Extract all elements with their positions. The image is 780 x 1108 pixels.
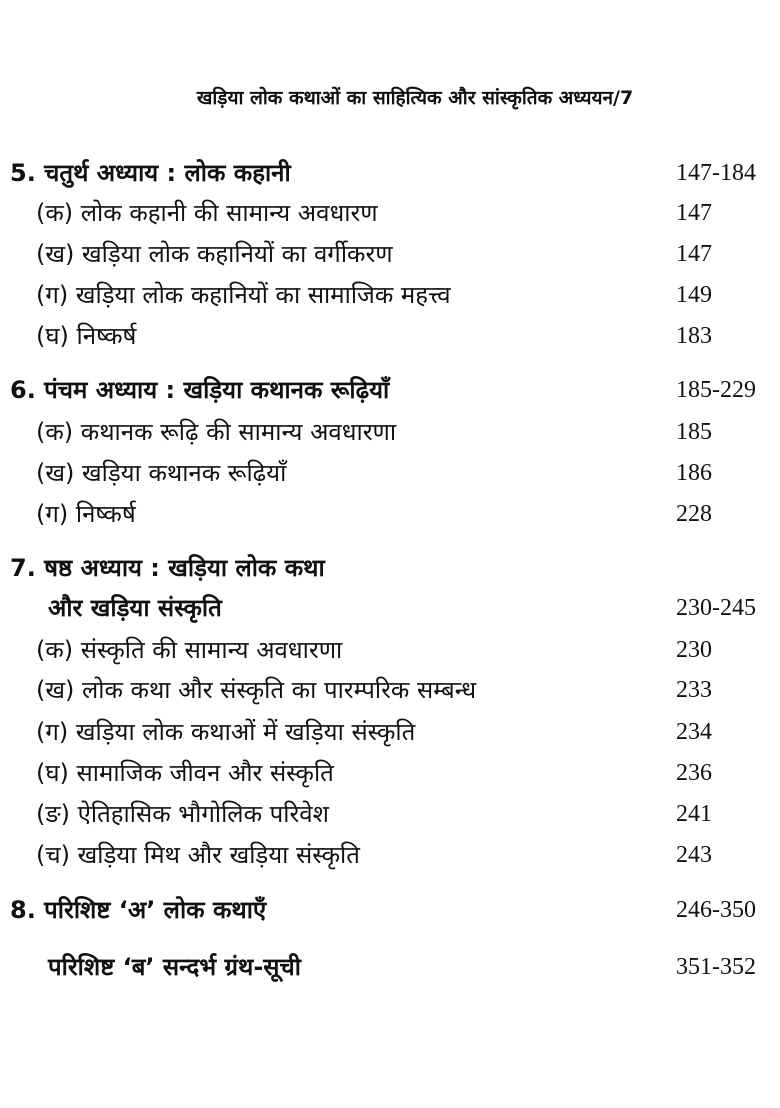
entry-title: (क) संस्कृति की सामान्य अवधारणा bbox=[36, 636, 343, 664]
page-number: 230 bbox=[676, 637, 712, 663]
page-number: 185 bbox=[676, 419, 712, 445]
page-number: 236 bbox=[676, 760, 712, 786]
entry-title: (ग) खड़िया लोक कथाओं में खड़िया संस्कृति bbox=[36, 718, 416, 746]
toc-subentry bbox=[0, 755, 780, 791]
toc-subentry bbox=[0, 455, 780, 491]
toc-chapter-entry bbox=[0, 590, 780, 626]
toc-chapter-entry bbox=[0, 892, 780, 928]
entry-title: परिशिष्ट ‘ब’ सन्दर्भ ग्रंथ-सूची bbox=[48, 953, 301, 981]
entry-title: (घ) सामाजिक जीवन और संस्कृति bbox=[36, 759, 334, 787]
page-number: 149 bbox=[676, 282, 712, 308]
entry-title: 6. पंचम अध्याय : खड़िया कथानक रूढ़ियाँ bbox=[10, 376, 390, 404]
page-number: 234 bbox=[676, 719, 712, 745]
toc-subentry bbox=[0, 796, 780, 832]
toc-subentry bbox=[0, 414, 780, 450]
entry-title: 8. परिशिष्ट ‘अ’ लोक कथाएँ bbox=[10, 896, 267, 924]
toc-subentry bbox=[0, 837, 780, 873]
toc-chapter-entry bbox=[0, 550, 780, 586]
entry-title: (ख) खड़िया कथानक रूढ़ियाँ bbox=[36, 459, 287, 487]
page-number: 186 bbox=[676, 460, 712, 486]
toc-subentry bbox=[0, 236, 780, 272]
entry-title: और खड़िया संस्कृति bbox=[48, 594, 222, 622]
page-number: 241 bbox=[676, 801, 712, 827]
entry-title: (च) खड़िया मिथ और खड़िया संस्कृति bbox=[36, 841, 360, 869]
page-number: 246-350 bbox=[676, 897, 756, 923]
page-number: 147-184 bbox=[676, 160, 756, 186]
toc-subentry bbox=[0, 318, 780, 354]
toc-subentry bbox=[0, 496, 780, 532]
entry-title: 5. चतुर्थ अध्याय : लोक कहानी bbox=[10, 159, 291, 187]
toc-subentry bbox=[0, 632, 780, 668]
entry-title: (ख) खड़िया लोक कहानियों का वर्गीकरण bbox=[36, 240, 393, 268]
toc-chapter-entry bbox=[0, 372, 780, 408]
entry-title: (ग) निष्कर्ष bbox=[36, 500, 136, 528]
toc-subentry bbox=[0, 672, 780, 708]
page-number: 228 bbox=[676, 501, 712, 527]
entry-title: (घ) निष्कर्ष bbox=[36, 322, 137, 350]
entry-title: (क) लोक कहानी की सामान्य अवधारण bbox=[36, 199, 378, 227]
entry-title: (ख) लोक कथा और संस्कृति का पारम्परिक सम्बन्ध bbox=[36, 676, 477, 704]
page-number: 243 bbox=[676, 842, 712, 868]
toc-chapter-entry bbox=[0, 949, 780, 985]
running-header: खड़िया लोक कथाओं का साहित्यिक और सांस्कृतिक अध्ययन/7 bbox=[196, 87, 634, 109]
toc-subentry bbox=[0, 277, 780, 313]
entry-title: (क) कथानक रूढ़ि की सामान्य अवधारणा bbox=[36, 418, 397, 446]
toc-subentry bbox=[0, 195, 780, 231]
entry-title: 7. षष्ठ अध्याय : खड़िया लोक कथा bbox=[10, 554, 325, 582]
page-number: 147 bbox=[676, 241, 712, 267]
page-number: 185-229 bbox=[676, 377, 756, 403]
entry-title: (ङ) ऐतिहासिक भौगोलिक परिवेश bbox=[36, 800, 329, 828]
toc-subentry bbox=[0, 714, 780, 750]
page-number: 183 bbox=[676, 323, 712, 349]
page-number: 230-245 bbox=[676, 595, 756, 621]
page-number: 147 bbox=[676, 200, 712, 226]
entry-title: (ग) खड़िया लोक कहानियों का सामाजिक महत्त्व bbox=[36, 281, 451, 309]
page-number: 233 bbox=[676, 677, 712, 703]
toc-chapter-entry bbox=[0, 155, 780, 191]
page-number: 351-352 bbox=[676, 954, 756, 980]
